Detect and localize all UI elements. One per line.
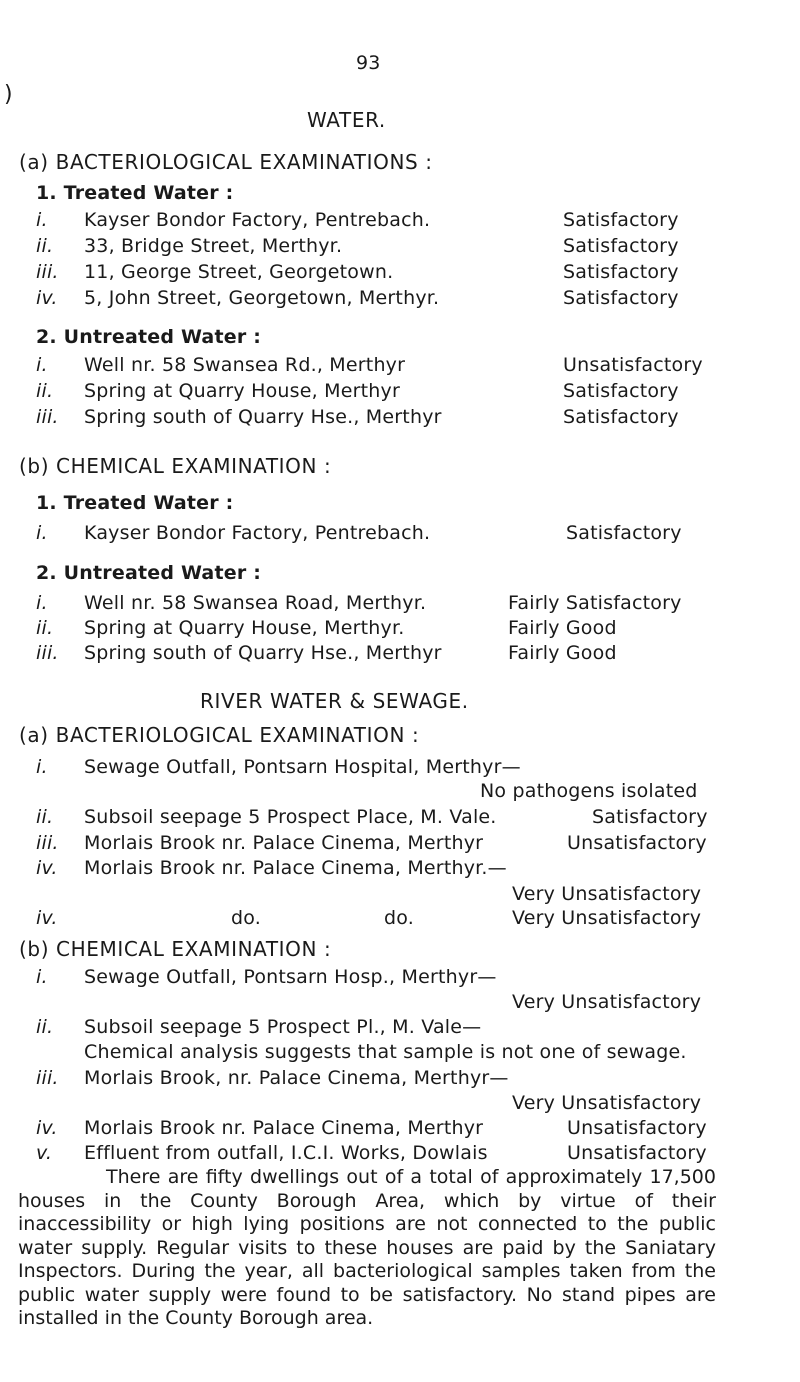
result: Very Unsatisfactory — [512, 1092, 702, 1114]
list-item: i. Kayser Bondor Factory, Pentrebach. — [36, 209, 431, 231]
river-chem-heading: (b) CHEMICAL EXAMINATION : — [19, 937, 332, 961]
result: Satisfactory — [563, 261, 679, 283]
result: Very Unsatisfactory — [512, 883, 702, 905]
water-chem-treated-heading: 1. Treated Water : — [36, 492, 234, 514]
list-item: iii. Spring south of Quarry Hse., Merthyr — [36, 642, 442, 664]
result: No pathogens isolated — [480, 780, 698, 802]
result: Unsatisfactory — [563, 354, 703, 376]
river-title: RIVER WATER & SEWAGE. — [200, 689, 469, 713]
result: Very Unsatisfactory — [512, 991, 702, 1013]
water-title: WATER. — [307, 108, 386, 132]
list-item: ii. Subsoil seepage 5 Prospect Place, M. Vale. — [36, 806, 497, 828]
list-item: ii. Spring at Quarry House, Merthyr. — [36, 617, 405, 639]
list-item: i. Sewage Outfall, Pontsarn Hosp., Merthyr— — [36, 966, 497, 988]
result: Satisfactory — [563, 235, 679, 257]
result: Satisfactory — [566, 522, 682, 544]
result: Satisfactory — [563, 406, 679, 428]
list-item: v. Effluent from outfall, I.C.I. Works, Dowlais — [36, 1142, 488, 1164]
list-item: iv. — [36, 907, 58, 929]
margin-mark: ) — [4, 82, 13, 107]
water-bact-heading: (a) BACTERIOLOGICAL EXAMINATIONS : — [19, 150, 433, 174]
list-item: iii. Morlais Brook, nr. Palace Cinema, Merthyr— — [36, 1067, 509, 1089]
water-bact-treated-heading: 1. Treated Water : — [36, 182, 234, 204]
result: Satisfactory — [563, 380, 679, 402]
list-item: ii. Spring at Quarry House, Merthyr — [36, 380, 400, 402]
result: Satisfactory — [592, 806, 708, 828]
water-chem-heading: (b) CHEMICAL EXAMINATION : — [19, 454, 332, 478]
list-item: iv. Morlais Brook nr. Palace Cinema, Merthyr — [36, 1117, 484, 1139]
river-bact-heading: (a) BACTERIOLOGICAL EXAMINATION : — [19, 723, 420, 747]
result: Satisfactory — [563, 209, 679, 231]
list-item: i. Well nr. 58 Swansea Road, Merthyr. — [36, 592, 427, 614]
list-item: i. Kayser Bondor Factory, Pentrebach. — [36, 522, 431, 544]
result: Unsatisfactory — [567, 1142, 707, 1164]
result: Fairly Good — [508, 642, 617, 664]
result: Fairly Good — [508, 617, 617, 639]
result: Fairly Satisfactory — [508, 592, 682, 614]
list-item: iv. 5, John Street, Georgetown, Merthyr. — [36, 287, 440, 309]
water-chem-untreated-heading: 2. Untreated Water : — [36, 562, 262, 584]
list-item: iii. 11, George Street, Georgetown. — [36, 261, 394, 283]
list-item: ii. Subsoil seepage 5 Prospect Pl., M. Vale— — [36, 1016, 482, 1038]
result: Unsatisfactory — [567, 1117, 707, 1139]
list-item: iii. Morlais Brook nr. Palace Cinema, Merthyr — [36, 832, 484, 854]
list-item: iii. Spring south of Quarry Hse., Merthyr — [36, 406, 442, 428]
ditto-mark: do. — [384, 907, 414, 929]
result: Satisfactory — [563, 287, 679, 309]
page-number: 93 — [356, 52, 381, 74]
result: Chemical analysis suggests that sample is not one of sewage. — [84, 1041, 687, 1063]
list-item: ii. 33, Bridge Street, Merthyr. — [36, 235, 343, 257]
list-item: i. Sewage Outfall, Pontsarn Hospital, Merthyr— — [36, 756, 521, 778]
result: Unsatisfactory — [567, 832, 707, 854]
water-bact-untreated-heading: 2. Untreated Water : — [36, 326, 262, 348]
result: Very Unsatisfactory — [512, 907, 702, 929]
closing-paragraph: There are fifty dwellings out of a total of approximately 17,500 houses in the County Borough Area, which by virtue of their inaccessibility or high lying positions are not connected to the public water supply. Regular visits to these houses are paid by the Saniatary Inspectors. During the year, all bacteriological samples taken from the public water supply were found to be satisfactory. No stand pipes are installed in the County Borough area. — [18, 1166, 716, 1329]
ditto-mark: do. — [231, 907, 261, 929]
list-item: iv. Morlais Brook nr. Palace Cinema, Merthyr.— — [36, 857, 507, 879]
list-item: i. Well nr. 58 Swansea Rd., Merthyr — [36, 354, 406, 376]
